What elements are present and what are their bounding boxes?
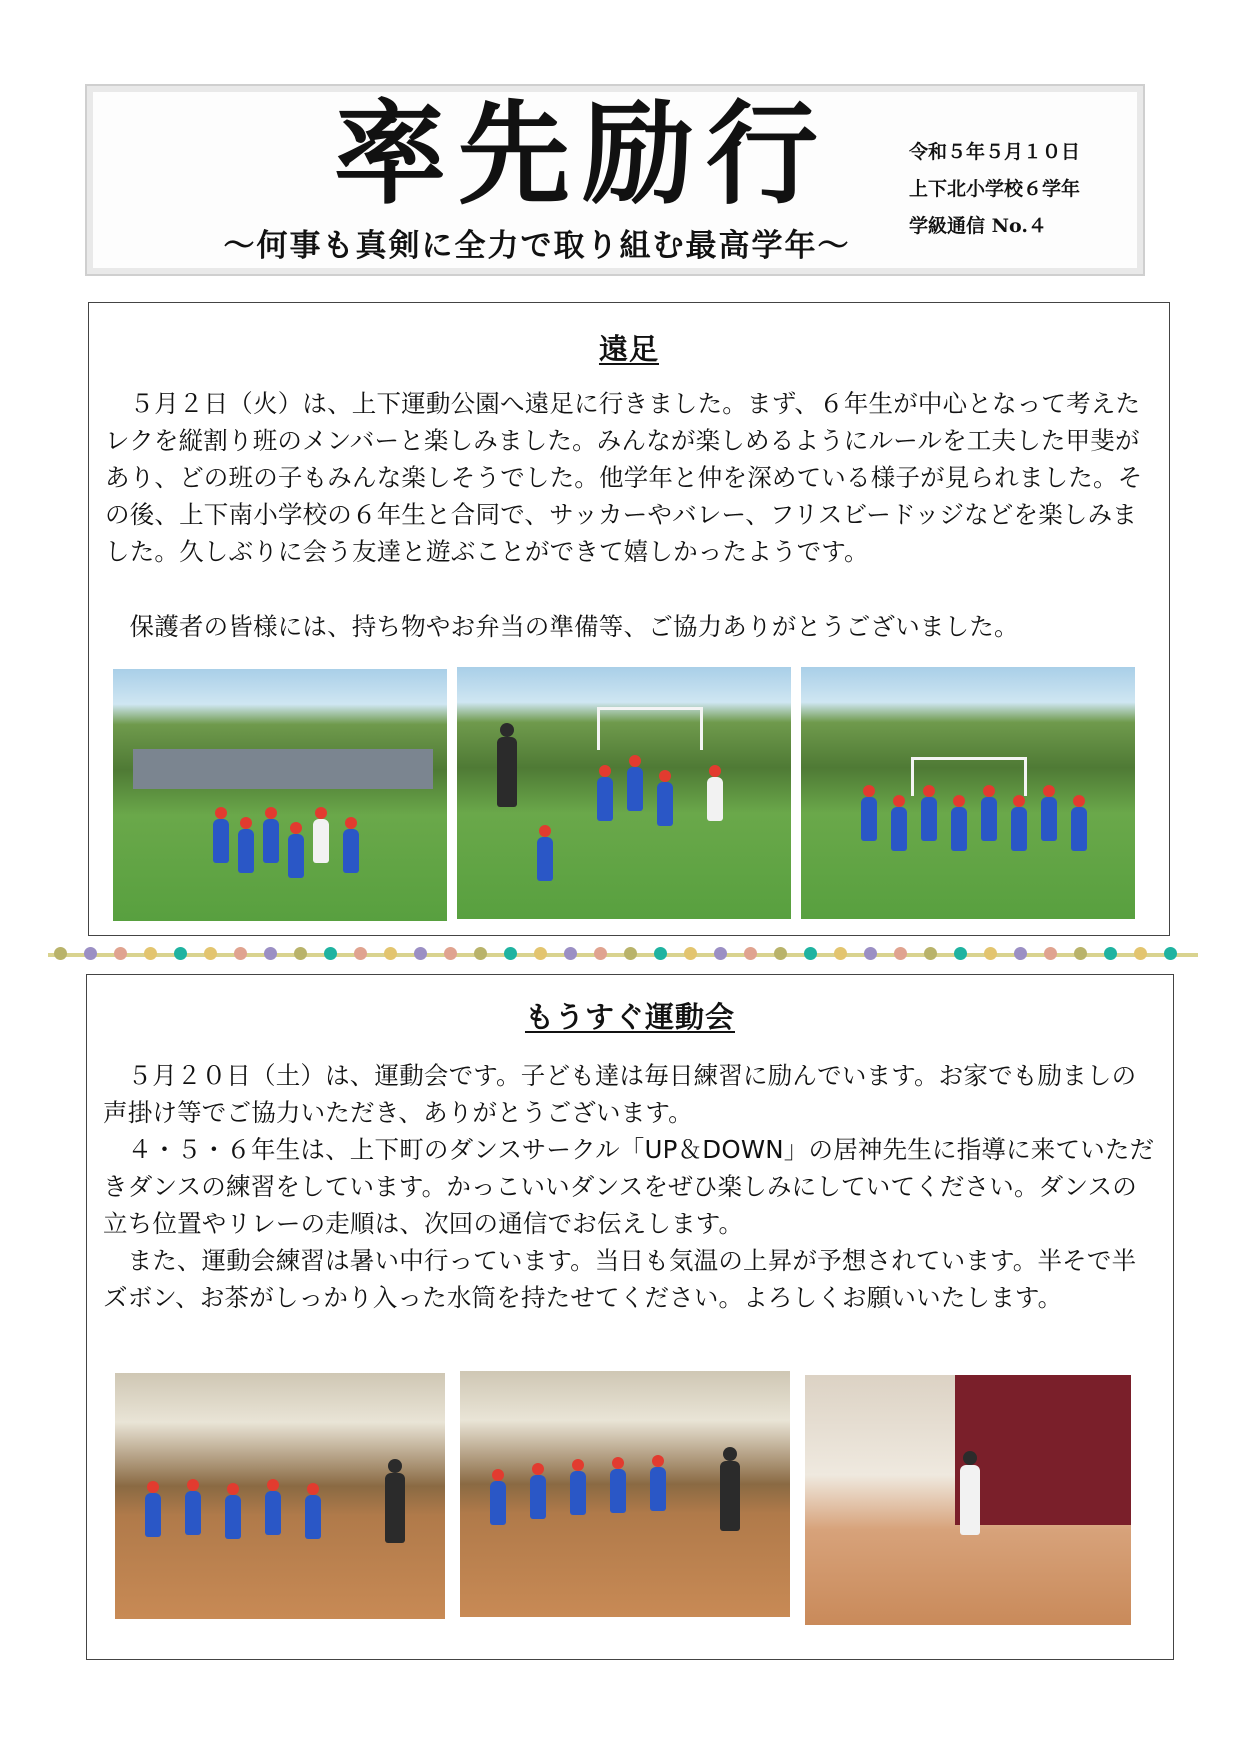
- photo-child: [921, 797, 937, 841]
- photo-excursion-3: [801, 667, 1135, 919]
- photo-child: [1071, 807, 1087, 851]
- photo-child: [263, 819, 279, 863]
- divider-dot: [324, 947, 337, 960]
- photo-child: [225, 1495, 241, 1539]
- divider-dot: [744, 947, 757, 960]
- section-paragraph: ５月２日（火）は、上下運動公園へ遠足に行きました。まず、６年生が中心となって考えたレクを縦割り班のメンバーと楽しみました。みんなが楽しめるようにルールを工夫した甲斐があり、どの班の子もみんな楽しそうでした。他学年と仲を深めている様子が見られました。その後、上下南小学校の６年生と合同で、サッカーやバレー、フリスビードッジなどを楽しみました。久しぶりに会う友達と遊ぶことができて嬉しかったようです。: [105, 389, 1143, 566]
- divider-dot: [684, 947, 697, 960]
- photo-child: [185, 1491, 201, 1535]
- section-excursion: [88, 302, 1170, 936]
- photo-stands: [133, 749, 433, 789]
- divider-dot: [264, 947, 277, 960]
- section-paragraph: また、運動会練習は暑い中行っています。当日も気温の上昇が予想されています。半そで半ズボン、お茶がしっかり入った水筒を持たせてください。よろしくお願いいたします。: [103, 1246, 1137, 1312]
- divider-dot: [474, 947, 487, 960]
- divider-dot: [384, 947, 397, 960]
- divider-dot: [354, 947, 367, 960]
- photo-instructor: [385, 1473, 405, 1543]
- divider-dot: [534, 947, 547, 960]
- divider-dot: [774, 947, 787, 960]
- issue-date: 令和５年５月１０日: [909, 141, 1081, 163]
- newsletter-header: [85, 84, 1145, 276]
- photo-child: [657, 782, 673, 826]
- divider-dot: [594, 947, 607, 960]
- photo-child: [265, 1491, 281, 1535]
- photo-child: [650, 1467, 666, 1511]
- photo-child: [1011, 807, 1027, 851]
- photo-child: [981, 797, 997, 841]
- photo-child: [490, 1481, 506, 1525]
- section-paragraph: ５月２０日（土）は、運動会です。子ども達は毎日練習に励んでいます。お家でも励ましの声掛け等でご協力いただき、ありがとうございます。: [103, 1061, 1137, 1127]
- divider-dot: [294, 947, 307, 960]
- divider-dot: [84, 947, 97, 960]
- photo-excursion-1: [113, 669, 447, 921]
- section-sports-day: [86, 974, 1174, 1660]
- section-paragraph: ４・５・６年生は、上下町のダンスサークル「UP＆DOWN」の居神先生に指導に来ていただきダンスの練習をしています。かっこいいダンスをぜひ楽しみにしていてください。ダンスの立ち位置やリレーの走順は、次回の通信でお伝えします。: [103, 1135, 1155, 1238]
- divider-dot: [654, 947, 667, 960]
- divider-dot: [114, 947, 127, 960]
- divider-dot: [54, 947, 67, 960]
- photo-child: [145, 1493, 161, 1537]
- divider-dot: [984, 947, 997, 960]
- newsletter-meta: [909, 134, 1129, 245]
- school-name: 上下北小学校６学年: [909, 178, 1081, 200]
- divider-dot: [624, 947, 637, 960]
- photo-instructor: [720, 1461, 740, 1531]
- divider-dot: [1104, 947, 1117, 960]
- divider-dot: [834, 947, 847, 960]
- divider-dot: [564, 947, 577, 960]
- photo-excursion-2: [457, 667, 791, 919]
- photo-child: [861, 797, 877, 841]
- photo-practice-1: [115, 1373, 445, 1619]
- newsletter-title: 率先励行: [334, 89, 830, 220]
- section-paragraph: 保護者の皆様には、持ち物やお弁当の準備等、ご協力ありがとうございました。: [129, 612, 1019, 641]
- divider-dot: [1074, 947, 1087, 960]
- photo-child: [288, 834, 304, 878]
- photo-instructor: [960, 1465, 980, 1535]
- newsletter-subtitle: 〜何事も真剣に全力で取り組む最高学年〜: [223, 228, 851, 264]
- section-title: もうすぐ運動会: [524, 1000, 735, 1034]
- photo-adult: [497, 737, 517, 807]
- divider-dot: [864, 947, 877, 960]
- photo-curtain: [955, 1375, 1131, 1525]
- photo-goal: [597, 707, 703, 750]
- photo-child: [537, 837, 553, 881]
- photo-child: [530, 1475, 546, 1519]
- photo-child: [951, 807, 967, 851]
- photo-child: [238, 829, 254, 873]
- divider-dot: [894, 947, 907, 960]
- photo-child: [891, 807, 907, 851]
- photo-child: [610, 1469, 626, 1513]
- photo-child: [707, 777, 723, 821]
- dotted-divider: [48, 953, 1198, 957]
- photo-child: [597, 777, 613, 821]
- section-title: 遠足: [598, 332, 659, 366]
- divider-dot: [804, 947, 817, 960]
- photo-child: [313, 819, 329, 863]
- photo-child: [343, 829, 359, 873]
- divider-dot: [174, 947, 187, 960]
- divider-dot: [234, 947, 247, 960]
- photo-child: [213, 819, 229, 863]
- divider-dot: [504, 947, 517, 960]
- divider-dot: [444, 947, 457, 960]
- divider-dot: [1014, 947, 1027, 960]
- photo-child: [627, 767, 643, 811]
- photo-practice-3: [805, 1375, 1131, 1625]
- photo-child: [305, 1495, 321, 1539]
- divider-dot: [144, 947, 157, 960]
- photo-child: [1041, 797, 1057, 841]
- photo-child: [570, 1471, 586, 1515]
- divider-dot: [1134, 947, 1147, 960]
- divider-dot: [714, 947, 727, 960]
- divider-dot: [414, 947, 427, 960]
- divider-dot: [1044, 947, 1057, 960]
- issue-number: 学級通信 No.４: [909, 215, 1047, 237]
- divider-dot: [924, 947, 937, 960]
- divider-dot: [204, 947, 217, 960]
- photo-practice-2: [460, 1371, 790, 1617]
- divider-dot: [1164, 947, 1177, 960]
- divider-dot: [954, 947, 967, 960]
